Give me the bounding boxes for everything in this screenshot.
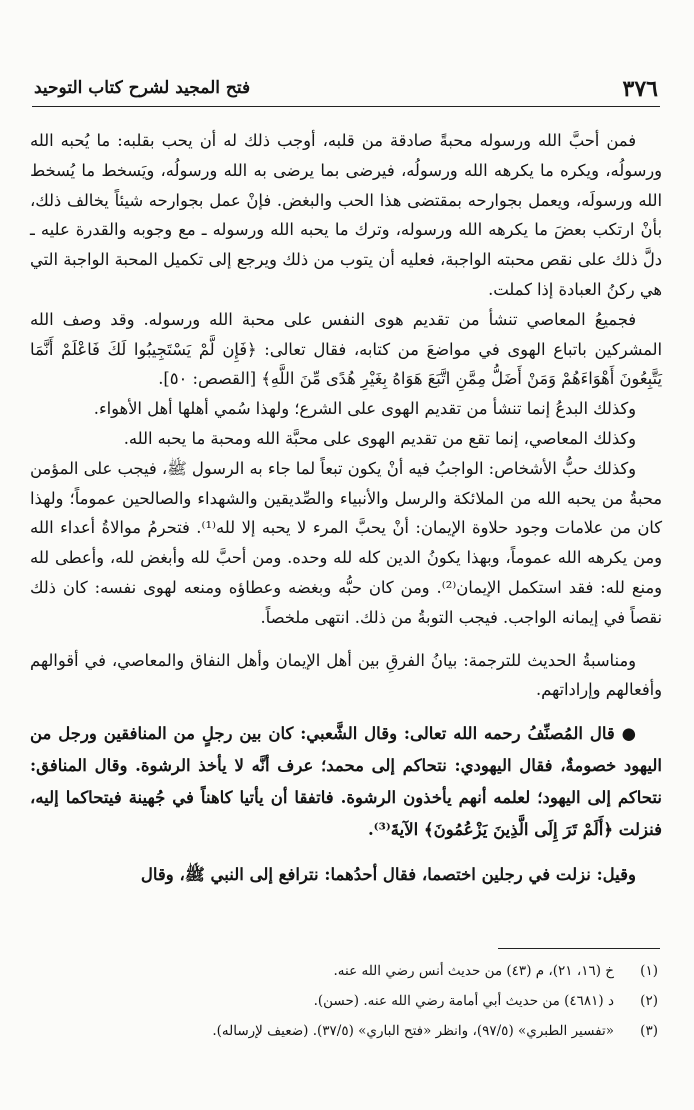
paragraph: وكذلك المعاصي، إنما تقع من تقديم الهوى على محبَّة الله ومحبة ما يحبه الله. xyxy=(123,428,636,448)
author-quote: ● قال المُصنِّفُ رحمه الله تعالى: وقال الشَّعبي: كان بين رجلٍ من المنافقين ورجل من اليهود خصومةٌ، فقال اليهودي: نتحاكم إلى محمد؛ عرف أنَّه لا يأخذ الرشوة. وقال المنافق: نتحاكم إلى اليهود؛ لعلمه أنهم يأخذون الرشوة. فاتفقا أن يأتيا كاهناً في جُهينة فيتحاكما إليه، فنزلت ﴿أَلَمْ تَرَ إِلَى الَّذِينَ يَزْعُمُونَ﴾ الآيةَ⁽³⁾. xyxy=(30,724,662,840)
footnote xyxy=(34,956,658,986)
main-text xyxy=(30,126,662,891)
footnote-number: (٢) xyxy=(640,993,658,1009)
page-number: ٣٧٦ xyxy=(622,76,658,102)
footnote-text: د (٤٦٨١) من حديث أبي أمامة رضي الله عنه. (حسن). xyxy=(313,993,614,1009)
footnote xyxy=(34,1016,658,1046)
footnote-number: (١) xyxy=(640,963,658,979)
footnote-text: «تفسير الطبري» (٩٧/٥)، وانظر «فتح الباري» (٣٧/٥). (ضعيف لإرساله). xyxy=(212,1023,614,1039)
footnote-text: خ (١٦، ٢١)، م (٤٣) من حديث أنس رضي الله عنه. xyxy=(333,963,614,979)
footnote-number: (٣) xyxy=(640,1023,658,1039)
footnotes xyxy=(34,956,658,1046)
paragraph: فمن أحبَّ الله ورسوله محبةً صادقة من قلبه، أوجب ذلك له أن يحب بقلبه: ما يُحبه الله ورسولُه، ويكره ما يكرهه الله ورسولُه، فيرضى بما يرضى به الله ورسولُه، ويَسخط ما يُسخط الله ورسولَه، ويعمل بجوارحه بمقتضى هذا الحب والبغض. فإنْ عمل بجوارحه شيئاً يخالف ذلك، بأنْ ارتكب بعضَ ما يكرهه الله ورسوله، وترك ما يحبه الله ورسوله ـ مع وجوبه والقدرة عليه ـ دلَّ ذلك على نقص محبته الواجبة، فعليه أن يتوب من ذلك ويرجع إلى تكميل المحبة الواجبة التي هي ركنُ العبادة إذا كملت. xyxy=(30,131,662,299)
paragraph: وكذلك حبُّ الأشخاص: الواجبُ فيه أنْ يكون تبعاً لما جاء به الرسول ﷺ، فيجب على المؤمن محبةُ من يحبه الله من الملائكة والرسل والأنبياء والصِّديقين والشهداء والصالحين عموماً؛ ولهذا كان من علامات وجود حلاوة الإيمان: أنْ يحبَّ المرء لا يحبه إلا لله⁽¹⁾. فتحرمُ موالاةُ أعداء الله ومن يكرهه الله عموماً، وبهذا يكونُ الدين كله لله وحده. ومن أحبَّ لله وأبغض لله، وأعطى لله ومنع لله: فقد استكمل الإيمان⁽²⁾. ومن كان حبُّه وبغضه وعطاؤه ومنعه لهوى نفسه: كان ذلك نقصاً في إيمانه الواجب. فيجب التوبةُ من ذلك. انتهى ملخصاً. xyxy=(30,458,662,627)
relevance-paragraph: ومناسبةُ الحديث للترجمة: بيانُ الفرقِ بين أهل الإيمان وأهل النفاق والمعاصي، في أقوالهم وأفعالهم وإراداتهم. xyxy=(30,650,662,700)
page-header xyxy=(32,72,660,107)
paragraph: فجميعُ المعاصي تنشأ من تقديم هوى النفس على محبة الله ورسوله. وقد وصف الله المشركين باتباع الهوى في مواضعَ من كتابه، فقال تعالى: ﴿فَإِن لَّمْ يَسْتَجِيبُوا لَكَ فَاعْلَمْ أَنَّمَا يَتَّبِعُونَ أَهْوَاءَهُمْ وَمَنْ أَضَلُّ مِمَّنِ اتَّبَعَ هَوَاهُ بِغَيْرِ هُدًى مِّنَ اللَّهِ﴾ [القصص: ٥٠]. xyxy=(30,309,662,389)
footnote-divider xyxy=(498,948,660,949)
book-title: فتح المجيد لشرح كتاب التوحيد xyxy=(34,78,251,98)
closing-paragraph: وقيل: نزلت في رجلين اختصما، فقال أحدُهما: نترافع إلى النبي ﷺ، وقال xyxy=(140,865,636,885)
paragraph: وكذلك البدعُ إنما تنشأ من تقديم الهوى على الشرع؛ ولهذا سُمي أهلها أهل الأهواء. xyxy=(93,399,636,419)
footnote xyxy=(34,986,658,1016)
